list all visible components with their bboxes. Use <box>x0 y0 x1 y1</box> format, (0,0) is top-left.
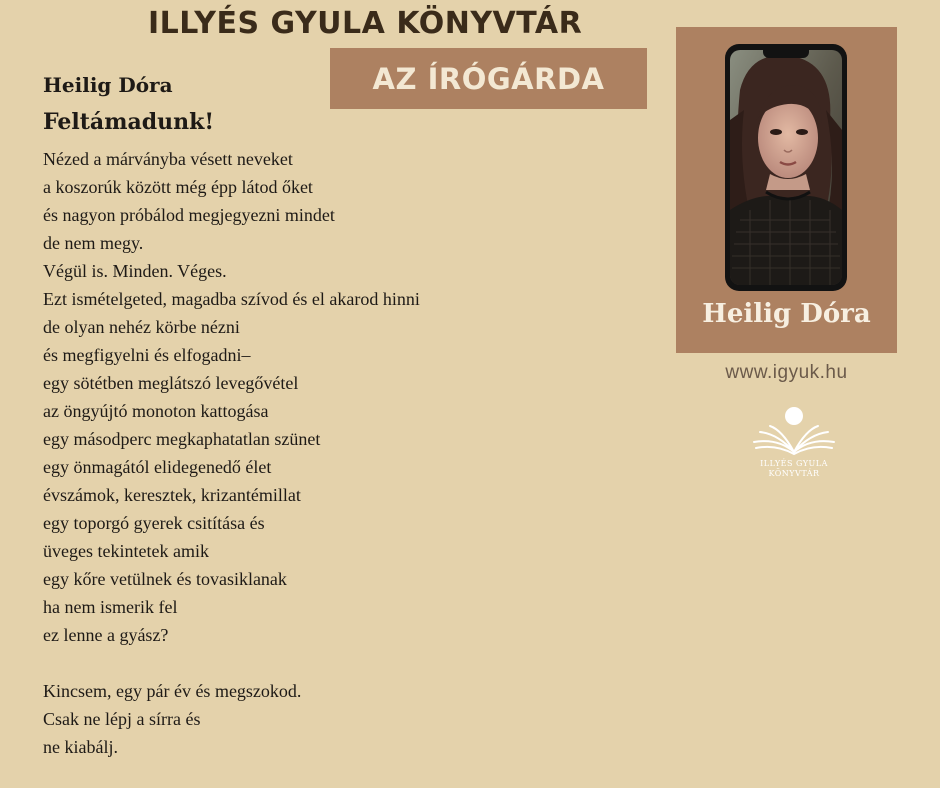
poem-line: ha nem ismerik fel <box>43 597 178 617</box>
poem-stanza-break <box>43 649 513 677</box>
author-photo <box>730 50 842 285</box>
poem-line: és megfigyelni és elfogadni– <box>43 345 251 365</box>
phone-frame <box>725 44 847 291</box>
poem-line: Ezt ismételgeted, magadba szívod és el akarod hinni <box>43 289 420 309</box>
poem-line: üveges tekintetek amik <box>43 541 209 561</box>
poem-line: Csak ne lépj a sírra és <box>43 709 201 729</box>
poem-line: de nem megy. <box>43 233 144 253</box>
poem-line: egy sötétben meglátszó levegővétel <box>43 373 299 393</box>
poem-line: ez lenne a gyász? <box>43 625 169 645</box>
poem-body <box>43 145 513 761</box>
logo-text <box>738 459 850 479</box>
poem-title: Feltámadunk! <box>43 109 214 135</box>
poem-line: Kincsem, egy pár év és megszokod. <box>43 681 302 701</box>
logo-text-line2: KÖNYVTÁR <box>768 469 820 478</box>
poem-line: és nagyon próbálod megjegyezni mindet <box>43 205 335 225</box>
portrait-illustration <box>730 50 842 285</box>
library-title: ILLYÉS GYULA KÖNYVTÁR <box>148 6 583 41</box>
poem-line: az öngyújtó monoton kattogása <box>43 401 269 421</box>
author-portrait-card <box>676 27 897 353</box>
website-link[interactable]: www.igyuk.hu <box>725 362 848 383</box>
logo-text-line1: ILLYÉS GYULA <box>760 459 828 468</box>
portrait-caption: Heilig Dóra <box>702 299 871 329</box>
poem-line: egy toporgó gyerek csitítása és <box>43 513 265 533</box>
poem-line: a koszorúk között még épp látod őket <box>43 177 313 197</box>
poem-line: egy önmagától elidegenedő élet <box>43 457 272 477</box>
poem-line: Végül is. Minden. Véges. <box>43 261 227 281</box>
poem-line: évszámok, keresztek, krizantémillat <box>43 485 301 505</box>
poem-line: egy kőre vetülnek és tovasiklanak <box>43 569 287 589</box>
poem-line: Nézed a márványba vésett neveket <box>43 149 293 169</box>
poem-line: egy másodperc megkaphatatlan szünet <box>43 429 321 449</box>
section-banner: AZ ÍRÓGÁRDA <box>330 48 647 109</box>
phone-notch <box>763 50 809 58</box>
poem-author: Heilig Dóra <box>43 73 173 97</box>
poem-line: ne kiabálj. <box>43 737 118 757</box>
poem-line: de olyan nehéz körbe nézni <box>43 317 240 337</box>
